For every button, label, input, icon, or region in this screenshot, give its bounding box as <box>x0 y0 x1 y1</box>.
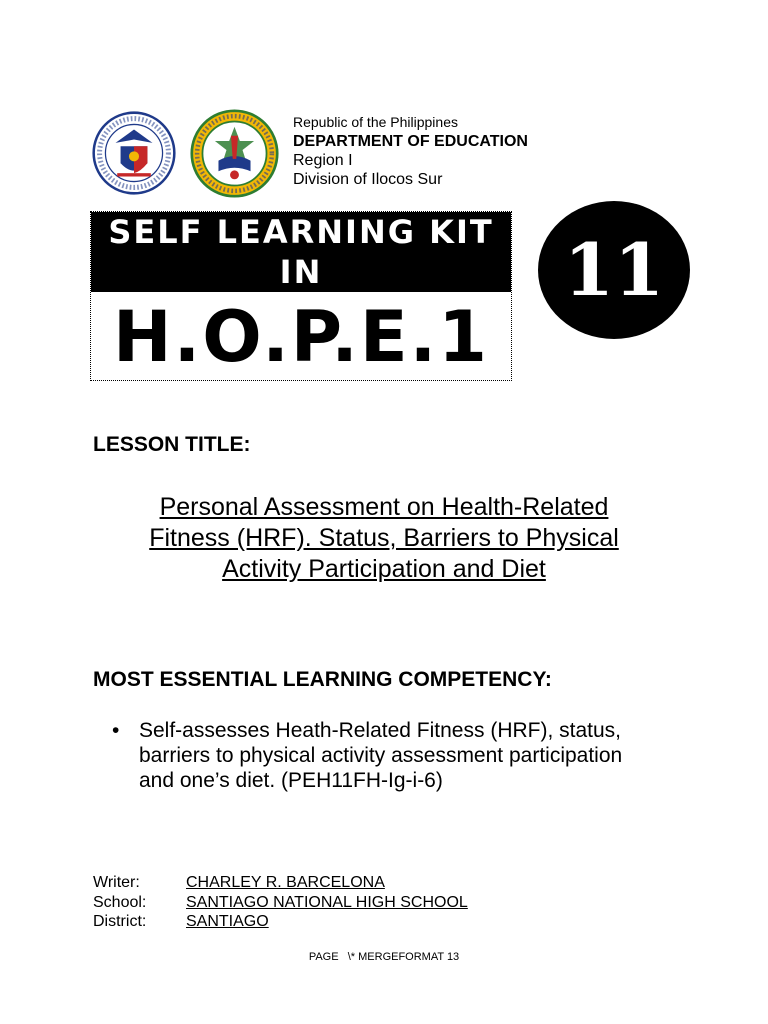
melc-line-1: Self-assesses Heath-Related Fitness (HRF), status, <box>139 719 621 742</box>
page-footer: PAGE \* MERGEFORMAT 13 <box>308 951 460 963</box>
division-seal-logo <box>187 109 282 198</box>
lesson-title <box>104 492 664 585</box>
writer-row <box>93 873 468 893</box>
district-label: District: <box>93 913 147 930</box>
melc-line-3: and one’s diet. (PEH11FH-Ig-i-6) <box>139 769 443 792</box>
bullet-icon: • <box>112 719 120 742</box>
lesson-title-heading: LESSON TITLE: <box>93 433 251 456</box>
credits-block <box>93 873 468 932</box>
melc-heading: MOST ESSENTIAL LEARNING COMPETENCY: <box>93 668 552 691</box>
department-line: DEPARTMENT OF EDUCATION <box>293 133 528 150</box>
subject-title: H.O.P.E.1 <box>113 296 489 378</box>
writer-name: CHARLEY R. BARCELONA <box>186 874 385 891</box>
list-item <box>112 718 692 793</box>
melc-list <box>112 718 692 793</box>
district-name: SANTIAGO <box>186 913 269 930</box>
lesson-title-line-3: Activity Participation and Diet <box>222 555 546 583</box>
grade-level-badge: 11 <box>538 201 690 339</box>
agency-header <box>293 113 528 189</box>
region-line: Region I <box>293 152 353 169</box>
division-line: Division of Ilocos Sur <box>293 171 443 188</box>
district-row <box>93 912 468 932</box>
kit-title-band <box>91 212 511 292</box>
school-row <box>93 893 468 913</box>
school-name: SANTIAGO NATIONAL HIGH SCHOOL <box>186 893 468 911</box>
school-label: School: <box>93 893 147 911</box>
deped-seal-logo <box>89 111 179 195</box>
kit-title-box <box>90 211 512 381</box>
lesson-title-line-1: Personal Assessment on Health-Related <box>159 493 609 521</box>
kit-title-line-1: SELF LEARNING KIT <box>108 213 494 251</box>
writer-label: Writer: <box>93 874 140 891</box>
melc-line-2: barriers to physical activity assessment participation <box>139 744 623 767</box>
kit-title-line-2: IN <box>279 253 323 291</box>
lesson-title-line-2: Fitness (HRF). Status, Barriers to Physical <box>149 524 619 552</box>
republic-line: Republic of the Philippines <box>293 114 458 130</box>
